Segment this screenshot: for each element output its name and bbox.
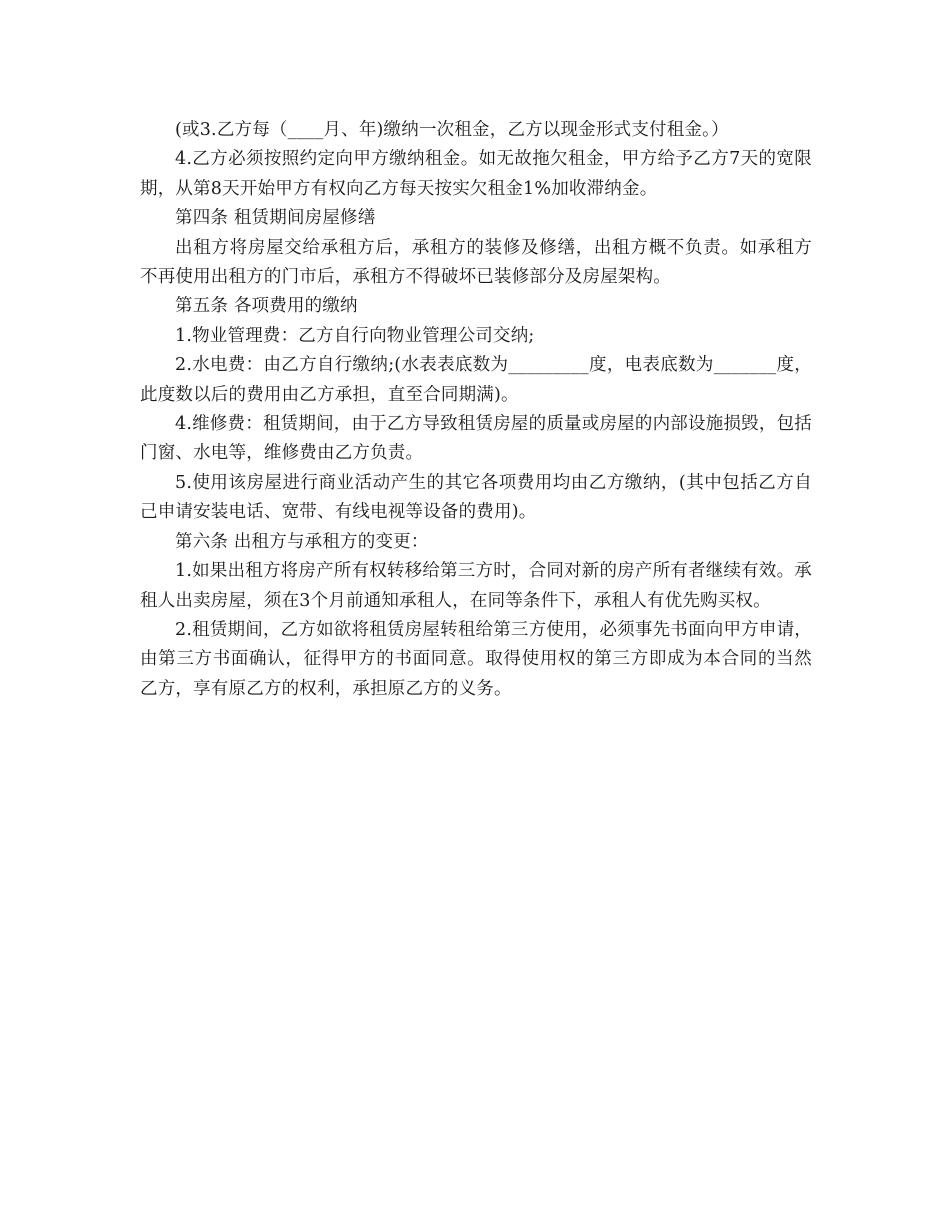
- section-heading-6: 第六条 出租方与承租方的变更：: [175, 531, 429, 552]
- paragraph-repairs: 出租方将房屋交给承租方后，承租方的装修及修缮，出租方概不负责。如承租方不再使用出租方的门市后，承租方不得破坏已装修部分及房屋架构。: [140, 237, 812, 288]
- paragraph-rent-payment-option: (或3.乙方每（____月、年)缴纳一次租金，乙方以现金形式支付租金。）: [175, 120, 729, 140]
- paragraph-other-fees: 5.使用该房屋进行商业活动产生的其它各项费用均由乙方缴纳，(其中包括乙方自己申请安装电话、宽带、有线电视等设备的费用)。: [140, 472, 812, 523]
- section-heading-4: 第四条 租赁期间房屋修缮: [175, 208, 376, 229]
- section-heading-5: 第五条 各项费用的缴纳: [175, 296, 358, 317]
- paragraph-ownership-transfer: 1.如果出租方将房产所有权转移给第三方时，合同对新的房产所有者继续有效。承租人出卖房屋，须在3个月前通知承租人，在同等条件下，承租人有优先购买权。: [140, 561, 812, 611]
- paragraph-maintenance: 4.维修费：租赁期间，由于乙方导致租赁房屋的质量或房屋的内部设施损毁，包括门窗、水电等，维修费由乙方负责。: [140, 414, 812, 464]
- paragraph-utilities: 2.水电费：由乙方自行缴纳;(水表表底数为_________度，电表底数为_______度，此度数以后的费用由乙方承担，直至合同期满)。: [140, 355, 812, 405]
- paragraph-sublease: 2.租赁期间，乙方如欲将租赁房屋转租给第三方使用，必须事先书面向甲方申请，由第三方书面确认，征得甲方的书面同意。取得使用权的第三方即成为本合同的当然乙方，享有原乙方的权利，承担原乙方的义务。: [140, 619, 812, 699]
- paragraph-property-fee: 1.物业管理费：乙方自行向物业管理公司交纳;: [175, 325, 535, 346]
- document-body: [140, 116, 812, 704]
- paragraph-rent-late-fee: 4.乙方必须按照约定向甲方缴纳租金。如无故拖欠租金，甲方给予乙方7天的宽限期，从第8天开始甲方有权向乙方每天按实欠租金1%加收滞纳金。: [140, 149, 812, 199]
